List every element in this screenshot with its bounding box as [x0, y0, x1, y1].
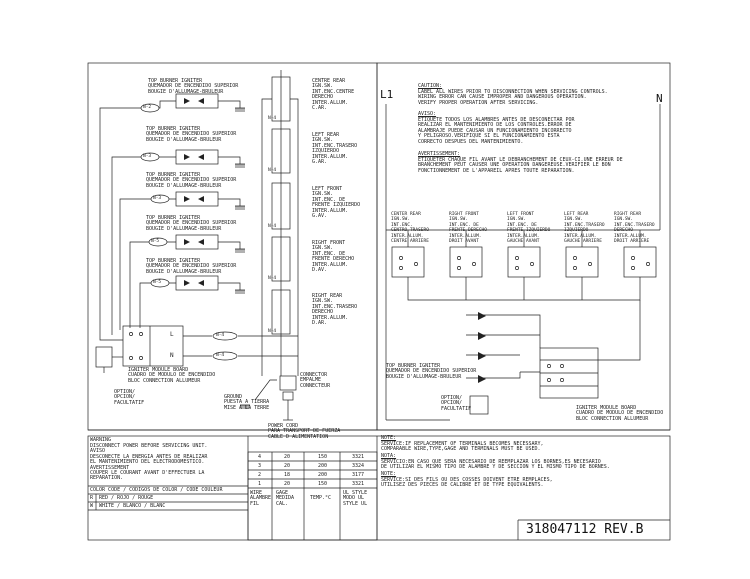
wire-header-wire: WIRE ALAMBRE FIL: [250, 490, 272, 507]
switch-tag-5: N-4: [268, 329, 277, 334]
switch-tag-1: N-4: [268, 116, 277, 121]
wire-row-2-gage: 20: [284, 463, 291, 469]
wire-tag-6: N-4: [216, 333, 225, 338]
color-code-r: R: [90, 495, 94, 501]
note-1-text: SERVICE:IF REPLACEMENT OF TERMINALS BECOMES NECESSARY, COMPARABLE WIRE,TYPE,GAGE AND TERMINALS MUST BE USED.: [381, 441, 544, 453]
right-switch-right-rear: RIGHT REAR IGN.SW. INT.ENC.TRASERO DERECHO INTER.ALLUM. DROIT ARRIERE: [614, 212, 655, 245]
igniter-5-label: TOP BURNER IGNITER QUEMADOR DE ENCENDIDO SUPERIOR BOUGIE D'ALLUMAGE-BRULEUR: [146, 258, 237, 275]
igniter-1-label: TOP BURNER IGNITER QUEMADOR DE ENCENDIDO SUPERIOR BOUGIE D'ALLUMAGE-BRULEUR: [148, 78, 239, 95]
avertissement-title: AVERTISSEMENT:: [418, 151, 461, 157]
switch-tag-4: N-4: [268, 276, 277, 281]
wire-header-temp: TEMP.°C: [310, 495, 332, 501]
wire-row-1-temp: 150: [318, 454, 328, 460]
note-1-title: NOTE:: [381, 435, 397, 441]
warning-title: WARNING: [90, 437, 112, 443]
note-3-title: NOTE:: [381, 471, 397, 477]
note-3-text: SERVICE:SI DES FILS OU DES COSSES DOIVENT ETRE REMPLACES, UTILISEZ DES PIECES DE CALIBRE ET DE TYPE EQUIVALENTS.: [381, 477, 553, 489]
wire-tag-5: N-5: [153, 280, 162, 285]
caution-text: LABEL ALL WIRES PRIOR TO DISCONNECTION WHEN SERVICING CONTROLS. WIRING ERROR CAN CAUSE IMPROPER AND DANGEROUS OPERATION. VERIFY PROPER OPERATION AFTER SERVICING.: [418, 89, 608, 106]
avertissement-text: ETIQUETER CHAQUE FIL AVANT LE DEBRANCHEMENT DE CEUX-CI.UNE ERREUR DE BRANCHEMENT PEUT CAUSER UNE OPERATION DANGEREUSE.VERIFIER LE BON FONCTIONNEMENT DE L'APPAREIL APRES TOUTE REPARATION.: [418, 157, 623, 174]
power-cord-label: POWER CORD PARA TRANSPORT DE FUERZA CABLE D ALIMENTATION: [268, 423, 341, 440]
switch-label-left-front: LEFT FRONT IGN.SW. INT.ENC. DE FRENTE IZQUIERDO INTER.ALLUM. G.AV.: [312, 186, 361, 220]
switch-tag-2: N-4: [268, 168, 277, 173]
aviso-text: ETIQUETE TODOS LOS ALAMBRES ANTES DE DESCONECTAR POR REALIZAR EL MANTENIMIENTO DE LOS CONTROLES.ERROR DE ALAMBRAJE PUEDE CAUSAR UN FUNCIONAMIENTO INCORRECTO Y PELIGROSO.VERIFIQUE SI EL FUNCIONAMIENTO ESTA CORRECTO DESPUES DEL MANTENIMIENTO.: [418, 117, 575, 145]
right-option-label: OPTION/ OPCION/ FACULTATIF: [441, 395, 472, 412]
switch-label-right-rear: RIGHT REAR IGN.SW. INT.ENC.TRASERO DERECHO INTER.ALLUM. D.AR.: [312, 293, 358, 327]
connector-label: CONNECTOR EMPALME CONNECTEUR: [300, 372, 331, 389]
wire-row-4-wire: 1: [258, 481, 262, 487]
note-2-text: SERVICIO:EN CASO QUE SERA NECESARIO DE REEMPLAZAR LOS BORNES,ES NECESARIO DE UTILIZAR EL MISMO TIPO DE ALAMBRE Y DE SECCION Y EL MISMO TIPO DE BORNES.: [381, 459, 610, 471]
switch-label-left-rear: LEFT REAR IGN.SW. INT.ENC.TRASERO IZQUIERDO INTER.ALLUM. G.AR.: [312, 132, 358, 166]
right-module-label: IGNITER MODULE BOARD CUADRO DE MODULO DE ENCENDIDO BLOC CONNECTION ALLUMEUR: [576, 405, 664, 422]
left-option-label: OPTION/ OPCION/ FACULTATIF: [114, 389, 145, 406]
aviso-title: AVISO:: [418, 111, 437, 117]
right-switch-center-rear: CENTER REAR IGN.SW. INT.ENC. CENTRO TRASERO INTER.ALLUM. CENTRE ARRIERE: [391, 212, 429, 245]
wire-header-gage: GAGE MEDIDA CAL.: [276, 490, 295, 507]
wire-row-2-wire: 3: [258, 463, 262, 469]
module-l-terminal: L: [170, 331, 174, 338]
ground-label: GROUND PUESTA A TIERRA MISE A LA TERRE: [224, 394, 270, 411]
wire-row-2-ul: 3324: [352, 463, 365, 469]
switch-label-center-rear: CENTRE REAR IGN.SW. INT.ENC.CENTRE DERECHO INTER.ALLUM. C.AR.: [312, 78, 355, 112]
right-switch-left-front: LEFT FRONT IGN.SW. INT.ENC. DE FRENTE IZQUIERDO INTER.ALLUM. GAUCHE AVANT: [507, 212, 551, 245]
wire-tag-2: N-3: [143, 154, 152, 159]
wire-tag-7: N-4: [216, 353, 225, 358]
wire-row-3-gage: 18: [284, 472, 291, 478]
wire-row-3-wire: 2: [258, 472, 262, 478]
wire-row-4-gage: 20: [284, 481, 291, 487]
wire-tag-1: N-2: [143, 105, 152, 110]
part-number: 318047112 REV.B: [526, 522, 644, 537]
wire-tag-4: N-5: [151, 239, 160, 244]
wire-row-3-temp: 200: [318, 472, 328, 478]
n-terminal: N: [656, 92, 663, 105]
wire-row-3-ul: 3177: [352, 472, 365, 478]
color-code-w: W: [90, 503, 94, 509]
igniter-3-label: TOP BURNER IGNITER QUEMADOR DE ENCENDIDO SUPERIOR BOUGIE D'ALLUMAGE-BRULEUR: [146, 172, 237, 189]
wire-row-4-ul: 3321: [352, 481, 365, 487]
wire-row-4-temp: 150: [318, 481, 328, 487]
wire-header-ul: UL STYLE MODO UL STYLE UL: [343, 490, 368, 507]
caution-title: CAUTION:: [418, 83, 443, 89]
igniter-4-label: TOP BURNER IGNITER QUEMADOR DE ENCENDIDO SUPERIOR BOUGIE D'ALLUMAGE-BRULEUR: [146, 215, 237, 232]
right-igniter-label: TOP BURNER IGNITER QUEMADOR DE ENCENDIDO SUPERIOR BOUGIE D'ALLUMAGE-BRULEUR: [386, 363, 477, 380]
wire-row-1-gage: 20: [284, 454, 291, 460]
wire-row-2-temp: 200: [318, 463, 328, 469]
color-code-w-text: WHITE / BLANCO / BLANC: [99, 503, 166, 509]
color-code-header: COLOR CODE / CODIGOS DE COLOR / CODE COULEUR: [90, 487, 223, 493]
switch-label-right-front: RIGHT FRONT IGN.SW. INT.ENC. DE FRENTE DERECHO INTER.ALLUM. D.AV.: [312, 240, 355, 274]
warning-lines: DISCONNECT POWER BEFORE SERVICING UNIT. AVISO DESCONECTE LA ENERGIA ANTES DE REALIZAR EL MANTENIMIENTO DEL ELECTRODOMESTICO. AVERTISSEMENT COUPER LE COURANT AVANT D'EFFECTUER LA REPARATION.: [90, 443, 208, 482]
right-switch-left-rear: LEFT REAR IGN.SW. INT.ENC.TRASERO IZQUIERDO INTER.ALLUM. GAUCHE ARRIERE: [564, 212, 605, 245]
igniter-2-label: TOP BURNER IGNITER QUEMADOR DE ENCENDIDO SUPERIOR BOUGIE D'ALLUMAGE-BRULEUR: [146, 126, 237, 143]
note-2-title: NOTA:: [381, 453, 397, 459]
left-module-label: IGNITER MODULE BOARD CUADRO DE MODULO DE ENCENDIDO BLOC CONNECTION ALLUMEUR: [128, 367, 216, 384]
color-code-r-text: RED / ROJO / ROUGE: [99, 495, 154, 501]
right-switch-right-front: RIGHT FRONT IGN.SW. INT.ENC. DE FRENTE DERECHO INTER.ALLUM. DROIT AVANT: [449, 212, 487, 245]
module-n-terminal: N: [170, 352, 174, 359]
wire-tag-3: N-3: [153, 196, 162, 201]
switch-tag-3: N-4: [268, 224, 277, 229]
l1-terminal: L1: [380, 88, 394, 101]
wire-row-1-ul: 3321: [352, 454, 365, 460]
wire-row-1-wire: 4: [258, 454, 262, 460]
